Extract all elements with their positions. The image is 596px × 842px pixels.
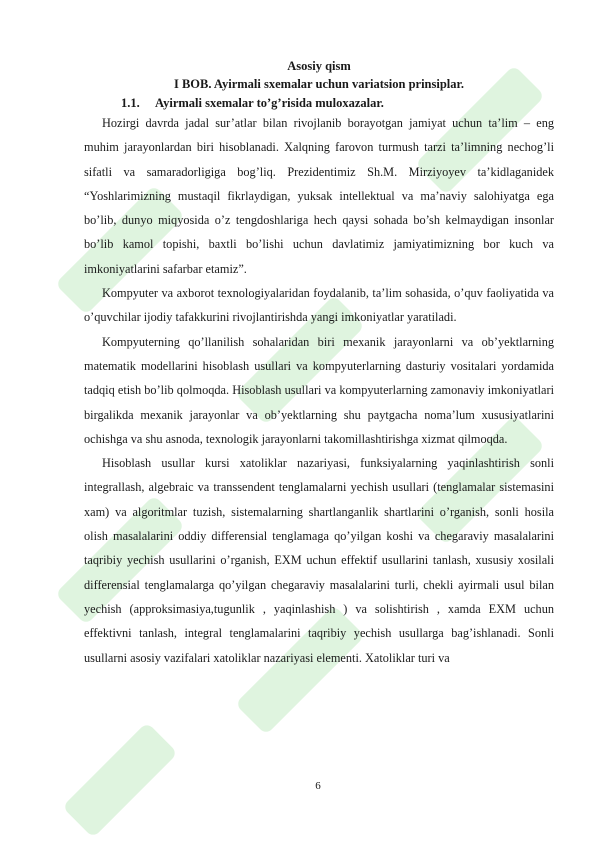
page-number: 6 <box>315 780 321 792</box>
paragraph: Kompyuter va axborot texnologiyalaridan foydalanib, ta’lim sohasida, o’quv faoliyatida va o’quvchilar ijodiy tafakkurini rivojlantirishda yangi imkoniyatlar yaratiladi. <box>84 286 554 325</box>
part-title: Asosiy qism <box>287 59 351 73</box>
section-heading <box>121 95 384 111</box>
paragraph: Hozirgi davrda jadal sur’atlar bilan rivojlanib borayotgan jamiyat uchun ta’lim – eng muhim jarayonlardan biri hisoblanadi. Xalqning farovon turmush tarzi ta’limning nechog’li sifatli va samaradorligiga bog’liq. Prezidentimiz Sh.M. Mirziyoyev ta’kidlaganidek “Yoshlarimizning mustaqil fikrlaydigan, yuksak intellektual va ma’naviy salohiyatga ega bo’lib, dunyo miqyosida o’z tengdoshlariga hech qaysi sohada bo’sh kelmaydigan insonlar bo’lib kamol topishi, baxtli bo’lishi uchun davlatimiz jamiyatimizning bor kuch va imkoniyatlarini safarbar etamiz”. <box>84 116 554 276</box>
paragraph: Kompyuterning qo’llanilish sohalaridan biri mexanik jarayonlarni va ob’yektlarning matematik modellarini hisoblash usullari va kompyuterlarning dasturiy vositalari yordamida tadqiq etish bo’lib qolmoqda. Hisoblash usullari va kompyuterlarning zamonaviy imkoniyatlari birgalikda mexanik jarayonlar va ob’yektlarning shu paytgacha noma’lum xususiyatlarini ochishga va shu asnoda, texnologik jarayonlarni takomillashtirishga xizmat qilmoqda. <box>84 334 554 446</box>
section-title: Ayirmali sxemalar to’g’risida muloxazalar. <box>155 96 384 110</box>
section-number: 1.1. <box>121 96 140 110</box>
body-text <box>84 111 554 670</box>
paragraph: Hisoblash usullar kursi xatoliklar nazariyasi, funksiyalarning yaqinlashtirish sonli integrallash, algebraic va transsendent tenglamalarni yechish usullari (tenglamalar sistemasini xam) va algoritmlar tuzish, sistemalarning shartlanganlik shartlarini o’rganish, sonli hosila olish masalalarini oddiy differensial tenglamaga qo’yilgan koshi va chegaraviy masalalarini taqribiy yechish usullarini o’rganish, EXM uchun effektif usullarini tanlash, xususiy xosilali differensial tenglamalarga qo’yilgan chegaraviy masalalarini turli, chekli ayirmali usul bilan yechish (approksimasiya,tugunlik , yaqinlashish ) va solishtirish , xamda EXM uchun effektivni tanlash, integral tenglamalarini taqribiy yechish usullarga bag’ishlanadi. Sonli usullarni asosiy vazifalari xatoliklar nazariyasi elementi. Xatoliklar turi va <box>84 456 554 665</box>
chapter-title: I BOB. Ayirmali sxemalar uchun variatsion prinsiplar. <box>173 77 465 91</box>
